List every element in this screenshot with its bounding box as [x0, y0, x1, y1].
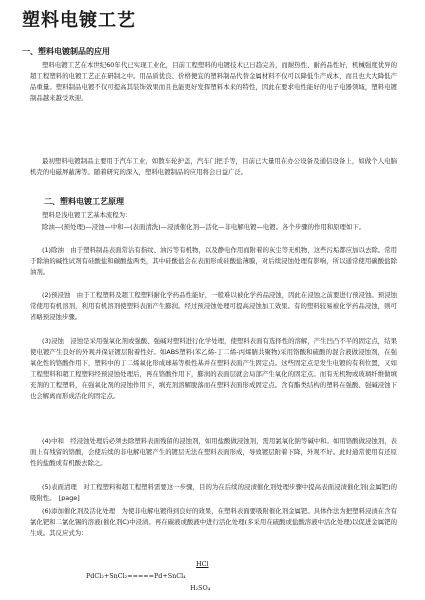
paragraph-surface-cleaning: (5)表面清理 对工程塑料和超工程塑料需要这一步骤，目的为在后续的浸渍催化剂处理步骤中提高表面浸渍催化剂(金属钯)的吸附性。 [page]: [30, 483, 397, 502]
formula-condition-top: HCl: [196, 560, 209, 568]
page-title: 塑料电镀工艺: [22, 10, 136, 31]
paragraph-process-flow: 除油—(预处理)—浸蚀—中和—(表面清洗)—浸渍催化剂—活化—非电解电镀—电镀。各个步骤的作用和原理如下。: [42, 223, 366, 231]
section-heading-applications: 一、塑料电镀制品的应用: [22, 47, 110, 56]
paragraph-uses: 最初塑料电镀制品主要用于汽车工业，如散车轮护盖，汽车门把手等，目前已大量用在办公设备及通信设备上，如做个人电脑机壳的电磁屏蔽薄等。随着研究的深入，塑料电镀制品的应用将会日益广泛。: [30, 157, 397, 176]
section-heading-principles: 二、塑料电镀工艺原理: [44, 197, 124, 206]
paragraph-flow-intro: 塑料是浅电镀工艺基本流程为：: [42, 211, 132, 219]
paragraph-etching: (3)浸蚀 浸蚀是采用强氧化剂或强酸、强碱对塑料进行化学处理，使塑料表面有选择性的溶解，产生凹凸不平的固定点，结果使电镀产生良好的外观并保证镀层附着性好。如ABS塑料(苯乙烯-丁二烯-丙烯腈共聚物)采用铬酸和硫酸的混合液做浸蚀剂，在强氧化性的铬酸作用下，塑料中的丁二烯氧化形成球基等极性基并在塑料表面产生固定点。这些固定点是发生电镀的有利位置，又如工程塑料和超工程塑料经预浸蚀处理后，再在铬酸作用下，膨润的表面层就会局部产生氧化的固定点。而有无机物或玻璃纤维做填充剂的工程塑料，在强氧化剂的浸蚀作用下，填充剂溶解脱落而在塑料表面形成固定点。含有酯类结构的塑料在强酸、强碱浸蚀下也会解离而形成活化的固定点。: [30, 337, 397, 400]
formula-condition-bottom: H₂SO₄: [190, 584, 211, 592]
paragraph-neutralization: (4)中和 经浸蚀处理后必须去除塑料表面残留的浸蚀剂，如用盐酸做浸蚀剂，需用氯氧化钠等碱中和。如用铬酸做浸蚀剂，表面上有残留的铬酸，会使后续的非电解电镀产生的镀层无法在塑料表面形成，导致镀层附着下降，外观不好。此时通常使用有还原性的盐酸或有机酸去除之。: [30, 437, 397, 467]
chemical-equation: PdCl₂+SnCl₂=====Pd+SnCl₄: [86, 572, 186, 580]
paragraph-intro: 塑料电镀工艺在本世纪60年代已实现工业化，目前工程塑料的电镀技术已日趋完善，而耐热性、耐药品性好，机械强度优异的超工程塑料的电镀工艺正在研制之中。用品质优良、价格便宜的塑料制品代替金属材料不仅可以降低生产成本，而且也大大降低产品重量。塑料制品电镀不仅可提高其装饰效果而且也能更好发挥塑料本来的特性，因此在要求电性能好的电子电器领域，塑料电镀制品越来越受欢迎。: [30, 61, 397, 102]
paragraph-degreasing: (1)除油 由于塑料制品表面常沾有指纹、油污等有机物，以及静电作用而附着的灰尘等无机物，这些污垢都应加以去除。常用于除油的碱性试剂有硅酸盐和碳酸盐两类，其中硅酸盐会在表面形成硅酸盐薄膜，对后续浸蚀处理有影响，所以通常使用碳酸盐除油剂。: [30, 246, 397, 276]
paragraph-catalyst-activation: (6)添加催化剂及活化处理 为使非电解电镀得到良好的效果，在塑料表面要吸附催化剂金属钯。具体作法为把塑料浸渍在含有氯化钯和二氯化锡的溶液(催化剂C)中浸渍。再在碳液或酸液中进行活化处理(多采用在硫酸或盐酸溶液中活化处理)以促进金属钯的生成。其反应式为：: [30, 507, 397, 537]
paragraph-pre-etching: (2)预浸蚀 由于工程塑料及超工程塑料耐化学药品性能好，一般难以被化学药品浸蚀，因此在浸蚀之前要进行预浸蚀。预浸蚀常使用有机溶剂，利用有机溶剂使塑料表面产生膨润。经过预浸蚀处理可提高浸蚀加工效果。有的塑料较易被化学药品浸蚀，则可省略预浸蚀步骤。: [30, 291, 397, 321]
